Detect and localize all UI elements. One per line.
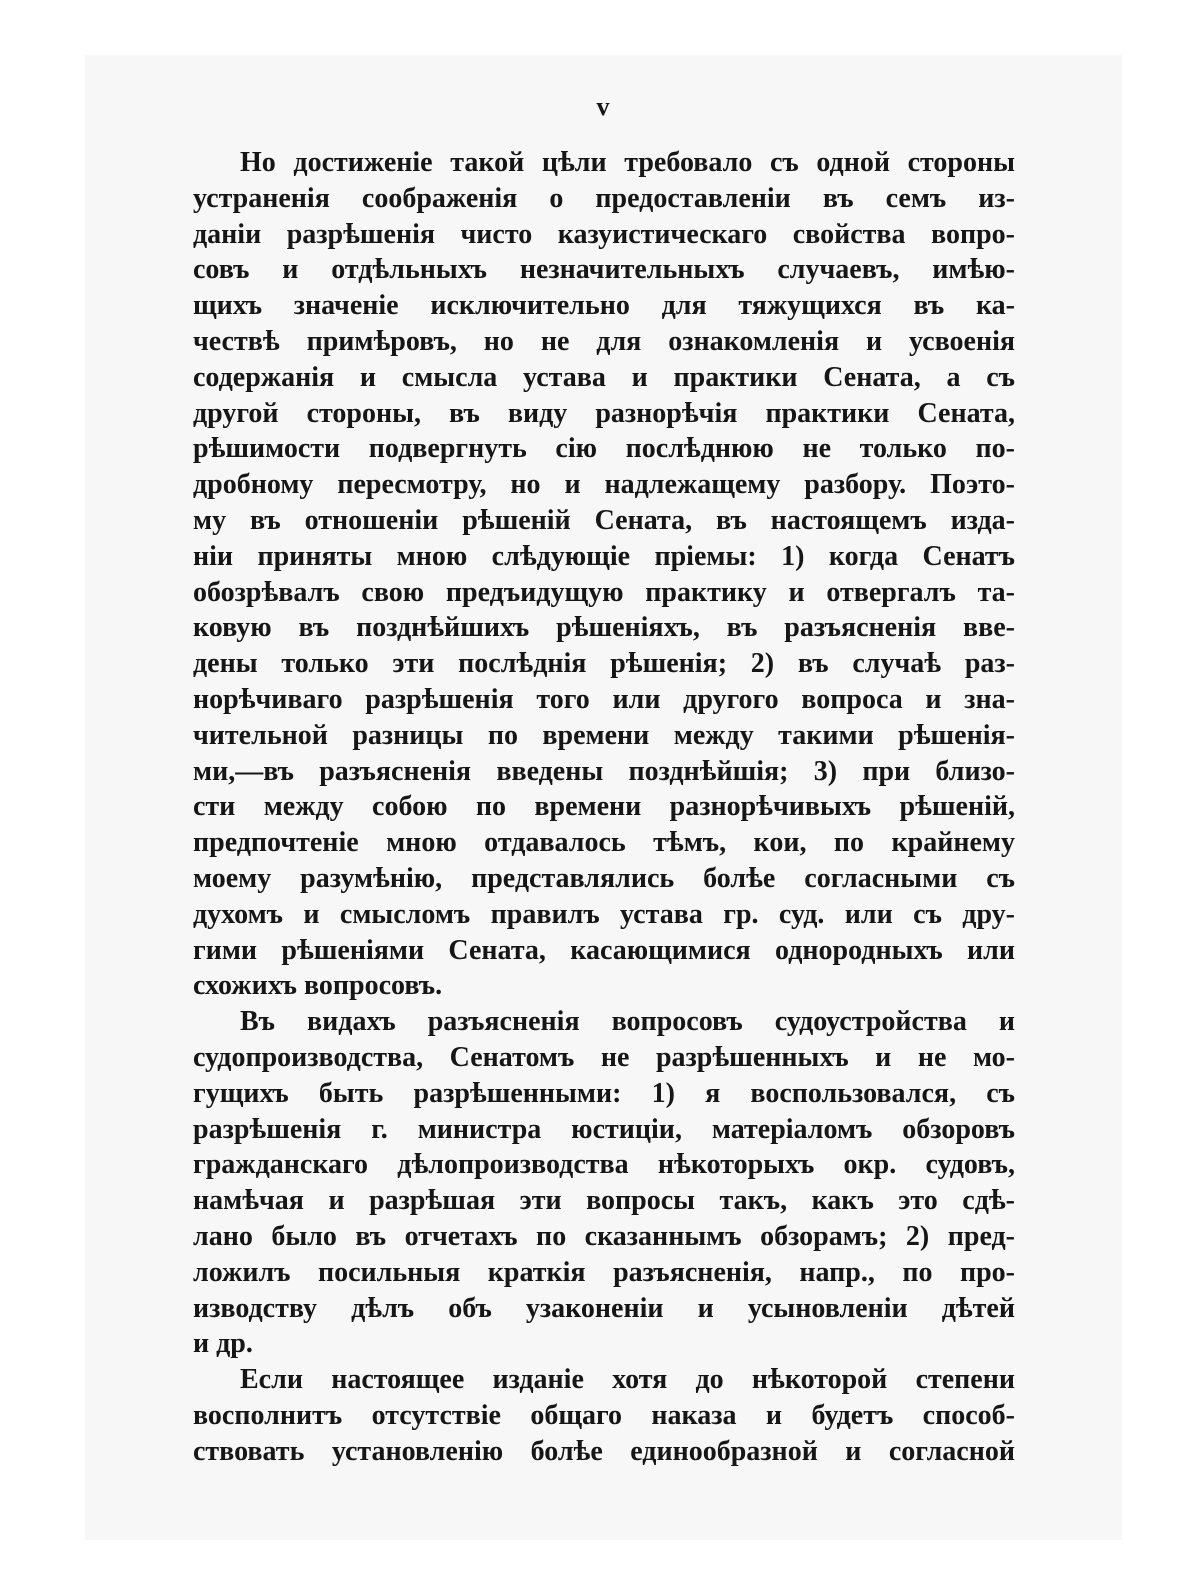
text-line: ми,—въ разъясненія введены позднѣйшія; 3) при близо- (193, 755, 1015, 787)
text-line: чительной разницы по времени между такими рѣшенія- (193, 719, 1015, 751)
text-line: духомъ и смысломъ правилъ устава гр. суд. или съ дру- (193, 898, 1015, 930)
text-line: обозрѣвалъ свою предъидущую практику и отвергалъ та- (193, 576, 1015, 608)
text-line: устраненія соображенія о предоставленіи въ семъ из- (193, 182, 1015, 214)
text-line: намѣчая и разрѣшая эти вопросы такъ, какъ это сдѣ- (193, 1185, 1015, 1217)
text-line: восполнитъ отсутствіе общаго наказа и будетъ способ- (193, 1399, 1015, 1431)
text-line: ложилъ посильныя краткія разъясненія, напр., по про- (193, 1256, 1015, 1288)
text-line: содержанія и смысла устава и практики Сената, а съ (193, 361, 1015, 393)
text-line: ніи приняты мною слѣдующіе пріемы: 1) когда Сенатъ (193, 540, 1015, 572)
text-line: схожихъ вопросовъ. (193, 970, 443, 1002)
text-line: судопроизводства, Сенатомъ не разрѣшенныхъ и не мо- (193, 1041, 1015, 1073)
text-line: ствовать установленію болѣе единообразной и согласной (193, 1435, 1015, 1467)
text-line: норѣчиваго разрѣшенія того или другого вопроса и зна- (193, 683, 1015, 715)
text-line: и др. (193, 1328, 253, 1360)
text-line: лано было въ отчетахъ по сказаннымъ обзорамъ; 2) пред- (193, 1220, 1015, 1252)
text-line: рѣшимости подвергнуть сію послѣднюю не только по- (193, 433, 1015, 465)
text-line: щихъ значеніе исключительно для тяжущихся въ ка- (193, 290, 1015, 322)
text-line: даніи разрѣшенія чисто казуистическаго свойства вопро- (193, 218, 1015, 250)
text-line: Если настоящее изданіе хотя до нѣкоторой степени (240, 1364, 1015, 1396)
text-line: гражданскаго дѣлопроизводства нѣкоторыхъ окр. судовъ, (193, 1149, 1015, 1181)
text-line: чествѣ примѣровъ, но не для ознакомленія и усвоенія (193, 325, 1015, 357)
paragraph (193, 145, 1015, 1004)
text-line: разрѣшенія г. министра юстиціи, матеріаломъ обзоровъ (193, 1113, 1015, 1145)
text-line: гими рѣшеніями Сената, касающимися однородныхъ или (193, 934, 1015, 966)
text-line: дены только эти послѣднія рѣшенія; 2) въ случаѣ раз- (193, 648, 1015, 680)
text-line: дробному пересмотру, но и надлежащему разбору. Поэто- (193, 469, 1015, 501)
text-line: совъ и отдѣльныхъ незначительныхъ случаевъ, имѣю- (193, 254, 1015, 286)
text-line: предпочтеніе мною отдавалось тѣмъ, кои, по крайнему (193, 827, 1015, 859)
text-line: изводству дѣлъ объ узаконеніи и усыновленіи дѣтей (193, 1292, 1015, 1324)
text-line: другой стороны, въ виду разнорѣчія практики Сената, (193, 397, 1015, 429)
text-line: сти между собою по времени разнорѣчивыхъ рѣшеній, (193, 791, 1015, 823)
page-number: v (596, 92, 610, 121)
text-line: ковую въ позднѣйшихъ рѣшеніяхъ, въ разъясненія вве- (193, 612, 1015, 644)
text-block (193, 145, 1015, 1469)
text-line: Но достиженіе такой цѣли требовало съ одной стороны (240, 147, 1015, 178)
paragraph (193, 1362, 1015, 1469)
text-line: му въ отношеніи рѣшеній Сената, въ настоящемъ изда- (193, 504, 1015, 536)
text-line: гущихъ быть разрѣшенными: 1) я воспользовался, съ (193, 1077, 1015, 1109)
paragraph (193, 1004, 1015, 1362)
text-line: Въ видахъ разъясненія вопросовъ судоустройства и (240, 1006, 1015, 1038)
text-line: моему разумѣнію, представлялись болѣе согласными съ (193, 862, 1015, 894)
